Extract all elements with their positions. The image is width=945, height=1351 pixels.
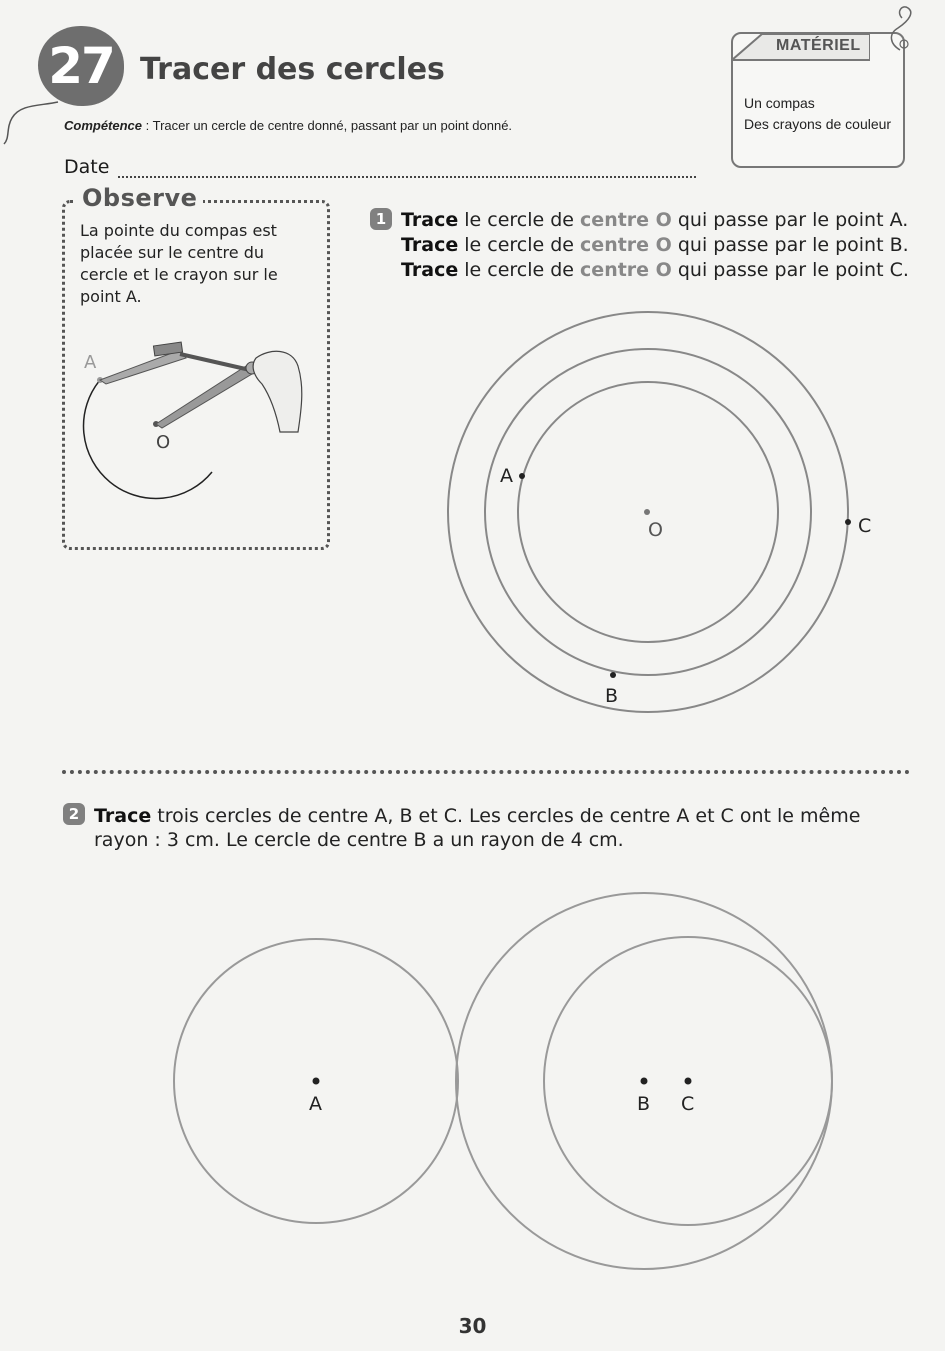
point-b-dot bbox=[610, 672, 616, 678]
competence-label: Compétence bbox=[64, 118, 143, 133]
compass-illustration bbox=[70, 336, 320, 536]
balloon-string-icon bbox=[0, 96, 60, 146]
exercise-1-line-a bbox=[401, 209, 908, 231]
exercise-1-figure bbox=[430, 300, 910, 730]
exercise-1-line-c bbox=[401, 259, 909, 281]
label-a: A bbox=[500, 465, 513, 487]
materiel-title: MATÉRIEL bbox=[776, 37, 861, 54]
label-b: B bbox=[605, 685, 619, 707]
section-separator bbox=[62, 770, 910, 774]
paperclip-icon bbox=[880, 4, 920, 54]
point-o-dot bbox=[644, 509, 650, 515]
hand-icon bbox=[253, 351, 302, 432]
ex1-verb: Trace bbox=[401, 259, 459, 281]
ex2-point-b-dot bbox=[641, 1078, 648, 1085]
point-c-dot bbox=[845, 519, 851, 525]
point-a-dot bbox=[519, 473, 525, 479]
ex1-mid: le cercle de bbox=[458, 209, 581, 231]
exercise-2-number: 2 bbox=[63, 803, 85, 825]
lesson-number-badge: 27 bbox=[38, 26, 124, 106]
page-number: 30 bbox=[458, 1314, 487, 1338]
ex2-label-c: C bbox=[681, 1093, 695, 1115]
ex1-centre: centre O bbox=[580, 209, 672, 231]
observe-label-o: O bbox=[156, 432, 171, 453]
ex2-point-c-dot bbox=[685, 1078, 692, 1085]
exercise-1-line-b bbox=[401, 234, 909, 256]
competence-text: : Tracer un cercle de centre donné, passant par un point donné. bbox=[142, 118, 513, 133]
exercise-1-number: 1 bbox=[370, 208, 392, 230]
ex1-end: qui passe par le point A. bbox=[671, 209, 909, 231]
observe-text: La pointe du compas est placée sur le centre du cercle et le crayon sur le point A. bbox=[80, 221, 278, 306]
ex1-centre: centre O bbox=[580, 259, 672, 281]
ex1-mid: le cercle de bbox=[458, 234, 581, 256]
observe-title: Observe bbox=[76, 184, 203, 212]
exercise-2-instruction bbox=[94, 804, 914, 852]
materiel-item-crayons: Des crayons de couleur bbox=[744, 116, 892, 132]
date-label: Date bbox=[64, 156, 110, 178]
label-o: O bbox=[648, 519, 663, 541]
ex2-point-a-dot bbox=[313, 1078, 320, 1085]
ex1-verb: Trace bbox=[401, 209, 459, 231]
ex1-end: qui passe par le point C. bbox=[671, 259, 909, 281]
compass-icon bbox=[100, 342, 258, 428]
competence-line bbox=[64, 118, 512, 133]
ex1-centre: centre O bbox=[580, 234, 672, 256]
date-field-line[interactable] bbox=[118, 176, 696, 178]
page-title: Tracer des cercles bbox=[140, 52, 445, 87]
materiel-item-compas: Un compas bbox=[744, 95, 815, 111]
ex2-verb: Trace bbox=[94, 805, 152, 827]
exercise-2-figure bbox=[160, 880, 860, 1300]
ex1-end: qui passe par le point B. bbox=[671, 234, 909, 256]
ex2-text: trois cercles de centre A, B et C. Les cercles de centre A et C ont le même rayon : 3 cm. Le cercle de centre B a un rayon de 4 cm. bbox=[94, 805, 861, 851]
ex2-label-b: B bbox=[637, 1093, 651, 1115]
ex1-mid: le cercle de bbox=[458, 259, 581, 281]
ex1-verb: Trace bbox=[401, 234, 459, 256]
observe-label-a: A bbox=[84, 352, 97, 373]
ex2-label-a: A bbox=[309, 1093, 322, 1115]
label-c: C bbox=[858, 515, 872, 537]
drawn-arc bbox=[84, 380, 212, 498]
